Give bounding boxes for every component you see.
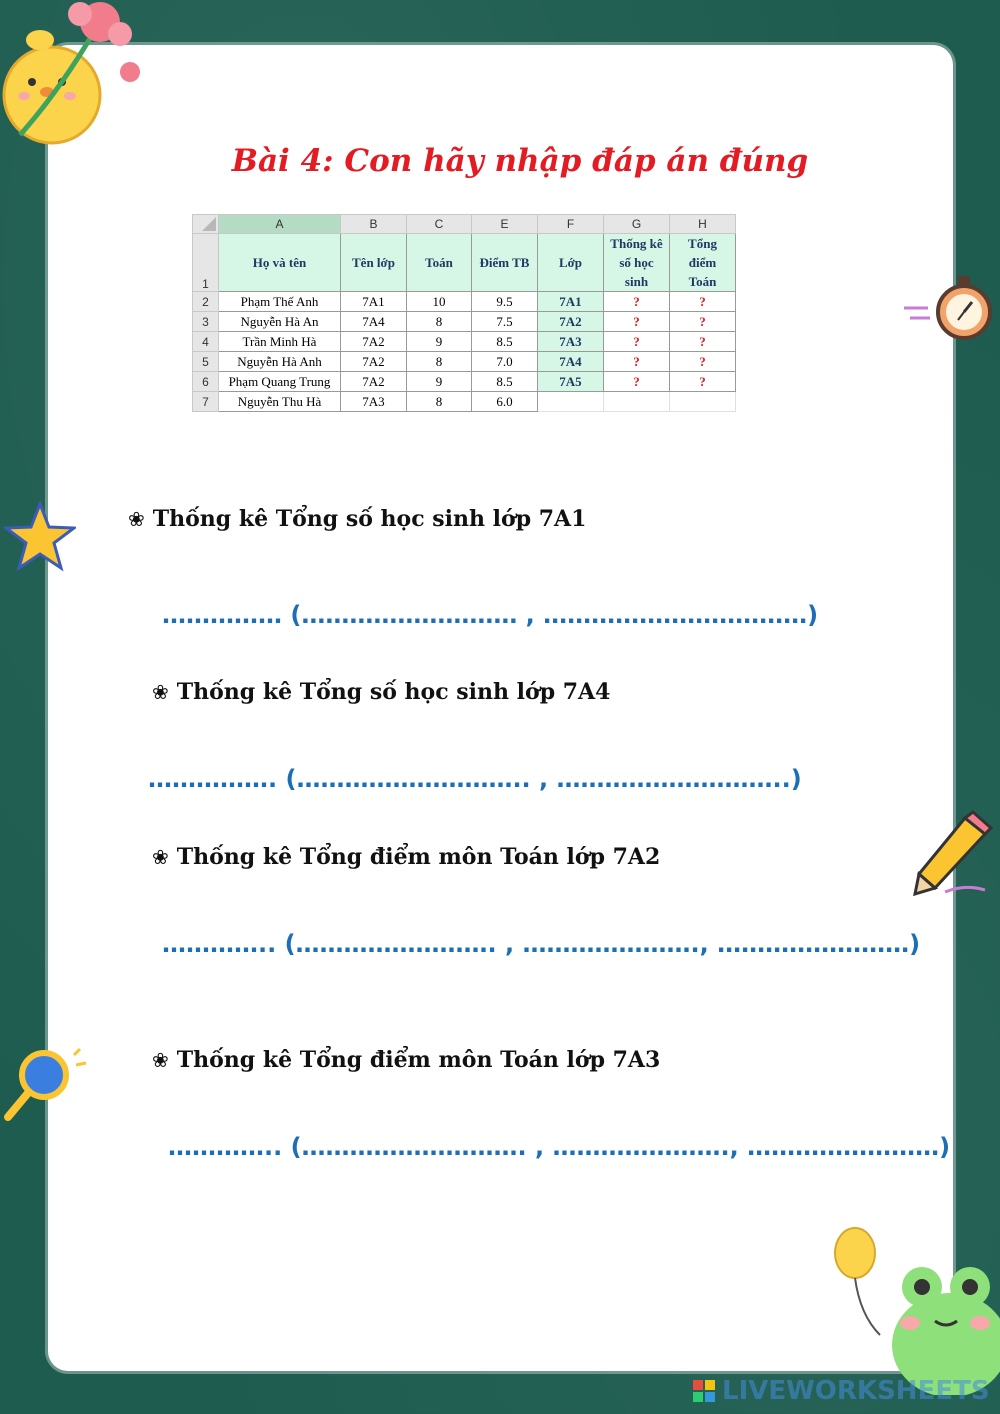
table-row (193, 352, 736, 372)
row-number: 3 (193, 312, 219, 332)
cell-name: Nguyễn Hà An (219, 312, 341, 332)
header-count-line3: sinh (624, 274, 649, 289)
row-number: 1 (193, 234, 219, 292)
liveworksheets-logo-icon (693, 1380, 715, 1402)
row-number: 5 (193, 352, 219, 372)
header-count-line2: số học (619, 255, 654, 270)
empty-cell (604, 392, 670, 412)
star-icon (4, 500, 76, 572)
answer-3-field[interactable]: ………….. (……………………. , …………………., ……………………) (162, 930, 921, 958)
cell-avg: 8.5 (472, 332, 538, 352)
spreadsheet-table (192, 214, 736, 412)
column-header-b[interactable]: B (341, 215, 407, 234)
table-row (193, 292, 736, 312)
cell-count: ? (604, 332, 670, 352)
cell-name: Nguyễn Hà Anh (219, 352, 341, 372)
cell-sum: ? (670, 372, 736, 392)
cell-math: 8 (407, 312, 472, 332)
header-math: Toán (407, 234, 472, 292)
cell-math: 10 (407, 292, 472, 312)
row-number: 7 (193, 392, 219, 412)
stopwatch-icon (900, 270, 1000, 350)
header-name: Họ và tên (219, 234, 341, 292)
question-4-label (152, 1047, 660, 1073)
flower-bullet-icon: ❀ (152, 845, 169, 869)
cell-sum: ? (670, 292, 736, 312)
cell-lop: 7A1 (538, 292, 604, 312)
row-number: 6 (193, 372, 219, 392)
header-count-line1: Thống kê (610, 236, 663, 251)
cell-lop: 7A2 (538, 312, 604, 332)
cell-sum: ? (670, 332, 736, 352)
cell-lop: 7A4 (538, 352, 604, 372)
header-count (604, 234, 670, 292)
column-header-h[interactable]: H (670, 215, 736, 234)
cell-sum: ? (670, 312, 736, 332)
header-sum-line1: Tổng (688, 236, 717, 251)
cell-class: 7A1 (341, 292, 407, 312)
cell-sum: ? (670, 352, 736, 372)
chick-with-flower-icon (0, 0, 150, 150)
header-avg: Điểm TB (472, 234, 538, 292)
column-header-c[interactable]: C (407, 215, 472, 234)
question-2-label (152, 679, 610, 705)
cell-class: 7A2 (341, 372, 407, 392)
cell-count: ? (604, 312, 670, 332)
cell-lop: 7A3 (538, 332, 604, 352)
cell-avg: 7.5 (472, 312, 538, 332)
question-3-text: Thống kê Tổng điểm môn Toán lớp 7A2 (176, 844, 661, 870)
answer-1-field[interactable]: …………… (……………………… , ……………………………) (162, 601, 819, 629)
cell-avg: 8.5 (472, 372, 538, 392)
select-all-corner[interactable] (193, 215, 219, 234)
column-header-f[interactable]: F (538, 215, 604, 234)
flower-bullet-icon: ❀ (152, 680, 169, 704)
frog-with-balloon-icon (830, 1225, 1000, 1395)
pencil-icon (905, 810, 1000, 905)
cell-class: 7A2 (341, 352, 407, 372)
flower-bullet-icon: ❀ (128, 507, 145, 531)
magnifier-icon (0, 1045, 90, 1125)
cell-class: 7A2 (341, 332, 407, 352)
row-number: 2 (193, 292, 219, 312)
column-header-a[interactable]: A (219, 215, 341, 234)
question-1-label (128, 506, 586, 532)
empty-cell (670, 392, 736, 412)
cell-avg: 6.0 (472, 392, 538, 412)
empty-cell (538, 392, 604, 412)
column-header-e[interactable]: E (472, 215, 538, 234)
cell-math: 9 (407, 372, 472, 392)
header-sum (670, 234, 736, 292)
cell-name: Phạm Thế Anh (219, 292, 341, 312)
cell-class: 7A3 (341, 392, 407, 412)
question-2-text: Thống kê Tổng số học sinh lớp 7A4 (176, 679, 611, 705)
row-number: 4 (193, 332, 219, 352)
header-lop: Lớp (538, 234, 604, 292)
cell-name: Trần Minh Hà (219, 332, 341, 352)
table-row (193, 392, 736, 412)
cell-lop: 7A5 (538, 372, 604, 392)
column-header-g[interactable]: G (604, 215, 670, 234)
cell-math: 8 (407, 352, 472, 372)
answer-2-field[interactable]: ……………. (……………………….. , ………………………..) (148, 765, 802, 793)
cell-avg: 7.0 (472, 352, 538, 372)
cell-count: ? (604, 372, 670, 392)
header-sum-line3: Toán (688, 274, 717, 289)
header-class: Tên lớp (341, 234, 407, 292)
table-row (193, 312, 736, 332)
table-row (193, 372, 736, 392)
flower-bullet-icon: ❀ (152, 1048, 169, 1072)
cell-count: ? (604, 352, 670, 372)
table-row (193, 332, 736, 352)
cell-name: Phạm Quang Trung (219, 372, 341, 392)
cell-math: 9 (407, 332, 472, 352)
cell-count: ? (604, 292, 670, 312)
cell-math: 8 (407, 392, 472, 412)
header-sum-line2: điểm (688, 255, 717, 270)
cell-class: 7A4 (341, 312, 407, 332)
question-1-text: Thống kê Tổng số học sinh lớp 7A1 (152, 506, 587, 532)
answer-4-field[interactable]: ………….. (………………………. , …………………., ……………………) (168, 1133, 951, 1161)
page-title: Bài 4: Con hãy nhập đáp án đúng (231, 143, 809, 179)
question-4-text: Thống kê Tổng điểm môn Toán lớp 7A3 (176, 1047, 661, 1073)
cell-avg: 9.5 (472, 292, 538, 312)
question-3-label (152, 844, 660, 870)
header-row (193, 234, 736, 292)
column-header-row (193, 215, 736, 234)
watermark: LIVEWORKSHEETS (722, 1376, 990, 1406)
cell-name: Nguyễn Thu Hà (219, 392, 341, 412)
